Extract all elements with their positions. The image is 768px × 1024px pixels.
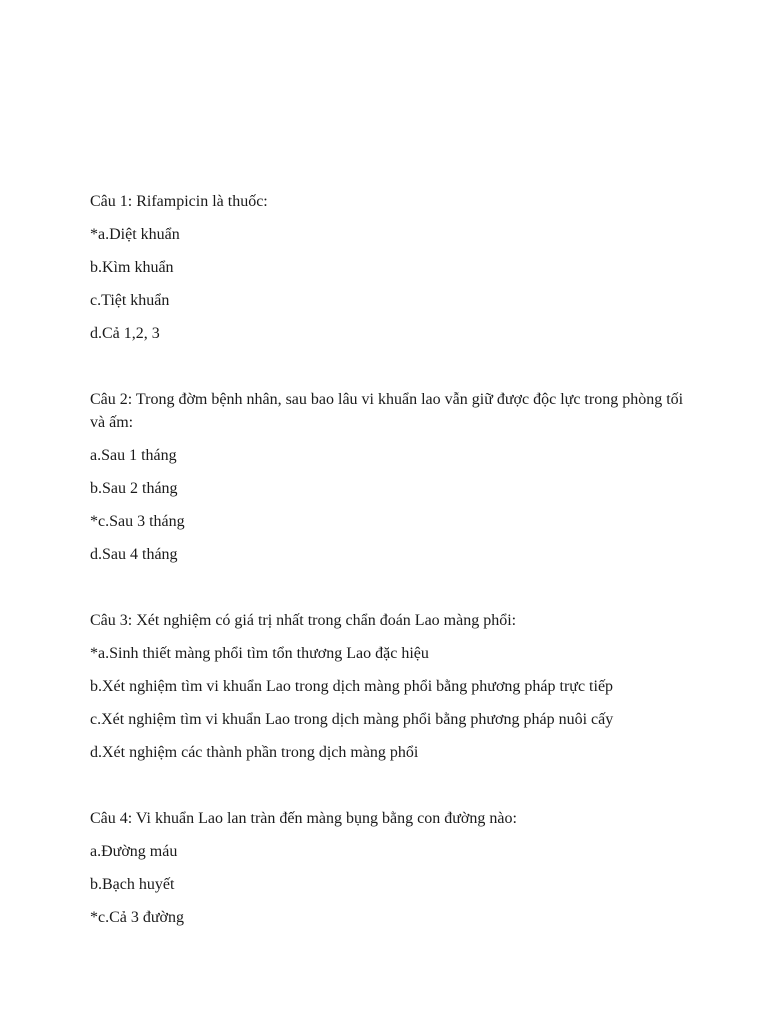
answer-option: *c.Cả 3 đường	[90, 909, 185, 926]
question-text: Câu 3: Xét nghiệm có giá trị nhất trong chẩn đoán Lao màng phổi:	[90, 612, 517, 629]
question-text: Câu 4: Vi khuẩn Lao lan tràn đến màng bụng bằng con đường nào:	[90, 810, 517, 827]
question-text: Câu 2: Trong đờm bệnh nhân, sau bao lâu vi khuẩn lao vẫn giữ được độc lực trong phòng tối và ấm:	[90, 391, 684, 431]
answer-option: a.Đường máu	[90, 843, 178, 860]
question-2	[90, 388, 690, 576]
answer-option: a.Sau 1 tháng	[90, 447, 177, 464]
answer-option: b.Kìm khuẩn	[90, 259, 174, 276]
question-3	[90, 609, 690, 774]
answer-option: d.Xét nghiệm các thành phần trong dịch màng phổi	[90, 744, 419, 761]
answer-option: *a.Diệt khuẩn	[90, 226, 180, 243]
answer-option: *c.Sau 3 tháng	[90, 513, 185, 530]
document-page	[90, 190, 690, 939]
answer-option: b.Sau 2 tháng	[90, 480, 178, 497]
answer-option: d.Sau 4 tháng	[90, 546, 178, 563]
question-1	[90, 190, 690, 355]
question-4	[90, 807, 690, 939]
answer-option: *a.Sinh thiết màng phổi tìm tổn thương Lao đặc hiệu	[90, 645, 429, 662]
answer-option: c.Tiệt khuẩn	[90, 292, 170, 309]
question-text: Câu 1: Rifampicin là thuốc:	[90, 193, 268, 210]
answer-option: b.Bạch huyết	[90, 876, 175, 893]
answer-option: d.Cả 1,2, 3	[90, 325, 160, 342]
answer-option: c.Xét nghiệm tìm vi khuẩn Lao trong dịch màng phổi bằng phương pháp nuôi cấy	[90, 711, 614, 728]
answer-option: b.Xét nghiệm tìm vi khuẩn Lao trong dịch màng phổi bằng phương pháp trực tiếp	[90, 678, 614, 695]
